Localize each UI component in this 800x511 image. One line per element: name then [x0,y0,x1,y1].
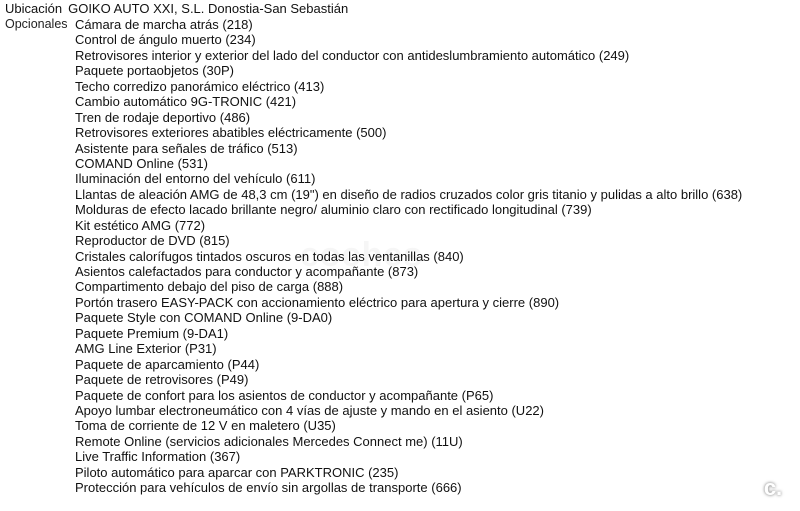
option-item: Paquete Premium (9-DA1) [75,325,229,341]
option-item: Cambio automático 9G-TRONIC (421) [75,94,297,110]
option-item: Cristales calorífugos tintados oscuros en todas las ventanillas (840) [75,248,464,264]
option-item: Apoyo lumbar electroneumático con 4 vías de ajuste y mando en el asiento (U22) [75,402,544,418]
option-item: Iluminación del entorno del vehículo (611) [75,171,316,187]
option-item: Kit estético AMG (772) [75,217,206,233]
option-item: Paquete de confort para los asientos de conductor y acompañante (P65) [75,387,494,403]
option-item: Protección para vehículos de envío sin argollas de transporte (666) [75,480,462,496]
option-item: Control de ángulo muerto (234) [75,32,256,48]
option-item: Paquete portaobjetos (30P) [75,63,234,79]
option-item: Toma de corriente de 12 V en maletero (U35) [75,418,336,434]
option-item: Molduras de efecto lacado brillante negro/ aluminio claro con rectificado longitudinal (739) [75,202,592,218]
option-item: COMAND Online (531) [75,155,208,171]
option-item: Remote Online (servicios adicionales Mercedes Connect me) (11U) [75,433,463,449]
location-label: Ubicación [5,1,63,16]
option-item: Paquete de retrovisores (P49) [75,372,249,388]
location-value: GOIKO AUTO XXI, S.L. Donostia-San Sebastián [68,1,349,16]
options-label: Opcionales [5,17,68,31]
option-item: Piloto automático para aparcar con PARKTRONIC (235) [75,464,399,480]
option-item: Paquete de aparcamiento (P44) [75,356,260,372]
corner-logo-badge: c. [763,475,783,500]
option-item: Compartimento debajo del piso de carga (888) [75,279,344,295]
option-item: Reproductor de DVD (815) [75,233,230,249]
option-item: AMG Line Exterior (P31) [75,341,217,357]
option-item: Live Traffic Information (367) [75,449,241,465]
options-list [75,17,742,496]
option-item: Retrovisores interior y exterior del lado del conductor con antideslumbramiento automático (249) [75,47,630,63]
option-item: Asientos calefactados para conductor y acompañante (873) [75,264,419,279]
option-item: Paquete Style con COMAND Online (9-DA0) [75,310,333,326]
option-item: Llantas de aleación AMG de 48,3 cm (19") en diseño de radios cruzados color gris titanio y pulidas a alto brillo (638) [75,186,743,202]
option-item: Asistente para señales de tráfico (513) [75,140,298,156]
location-row [5,0,348,17]
option-item: Retrovisores exteriores abatibles eléctricamente (500) [75,125,387,141]
option-item: Cámara de marcha atrás (218) [75,17,253,32]
options-section [5,17,800,511]
option-item: Portón trasero EASY-PACK con accionamiento eléctrico para apertura y cierre (890) [75,294,560,310]
option-item: Tren de rodaje deportivo (486) [75,109,251,125]
option-item: Techo corredizo panorámico eléctrico (413) [75,78,325,94]
